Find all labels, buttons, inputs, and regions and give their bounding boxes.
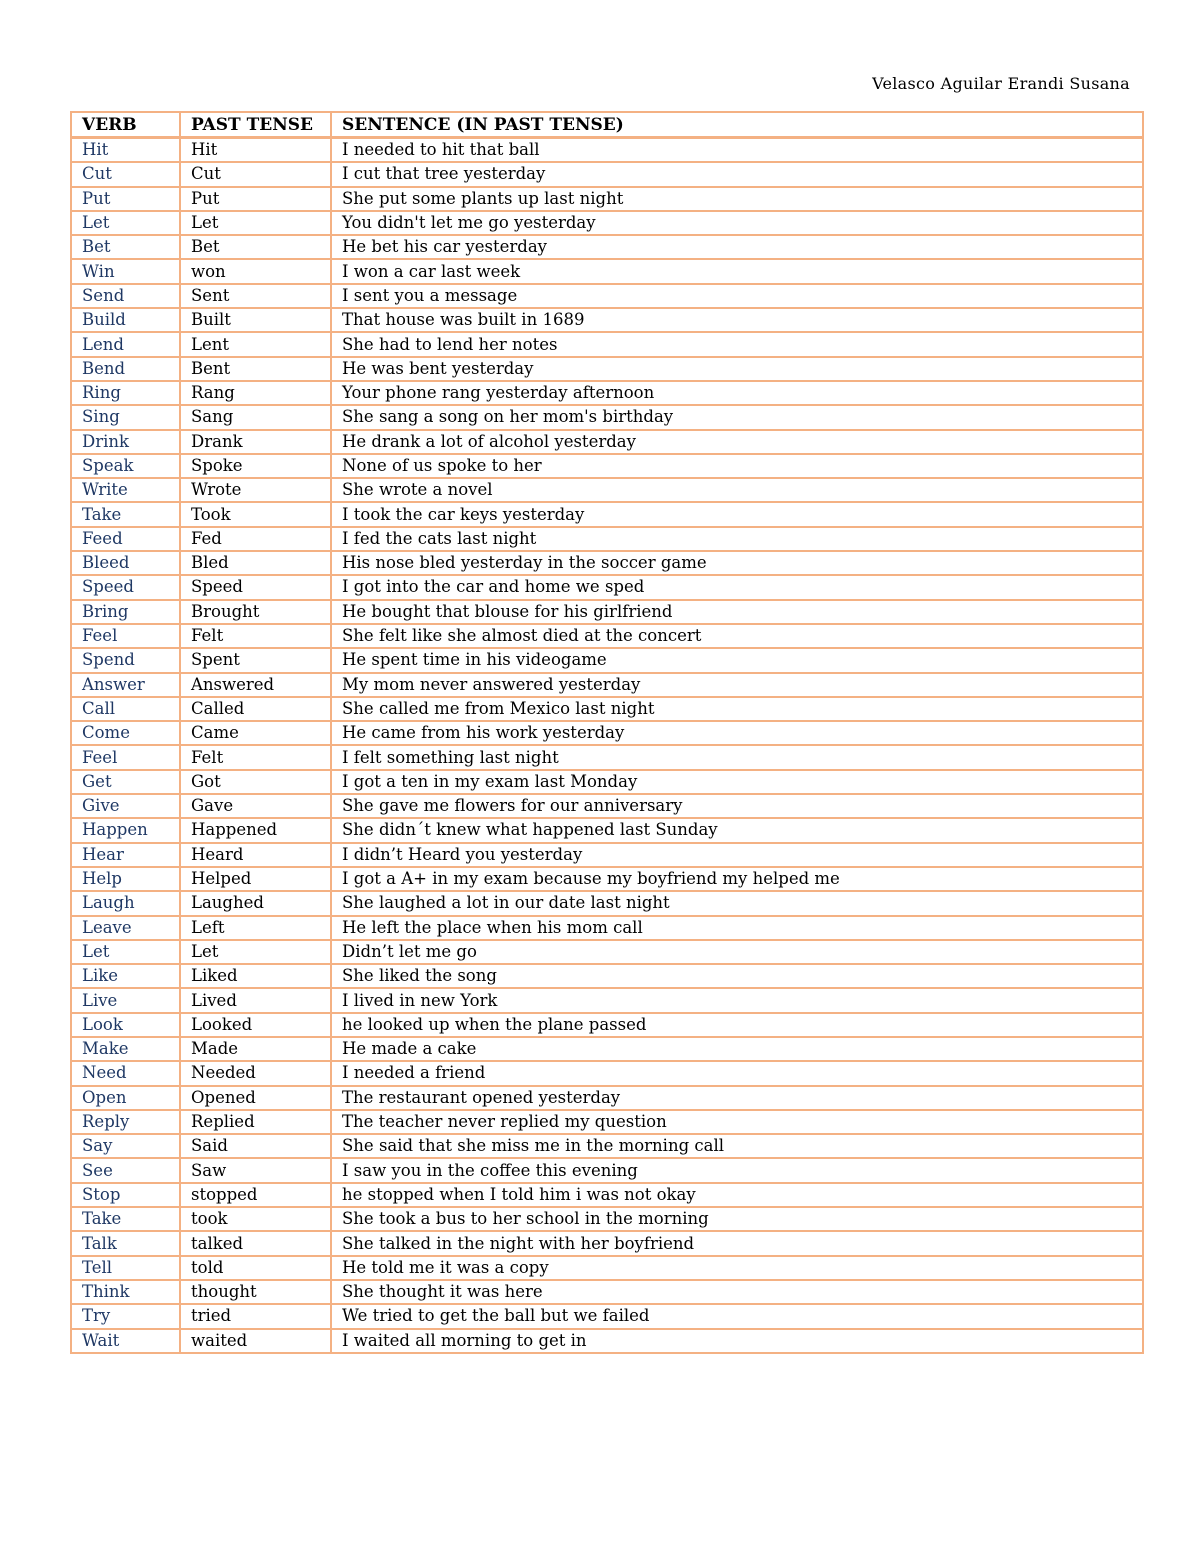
sentence-cell: My mom never answered yesterday <box>331 673 1143 697</box>
past-tense-cell: Wrote <box>180 478 331 502</box>
past-tense-cell: Looked <box>180 1013 331 1037</box>
sentence-cell: I waited all morning to get in <box>331 1329 1143 1353</box>
verb-cell: Write <box>71 478 180 502</box>
verb-cell: Give <box>71 794 180 818</box>
past-tense-cell: Came <box>180 721 331 745</box>
sentence-cell: I got a ten in my exam last Monday <box>331 770 1143 794</box>
verb-cell: Say <box>71 1134 180 1158</box>
past-tense-cell: Lived <box>180 988 331 1012</box>
past-tense-cell: Heard <box>180 843 331 867</box>
verb-cell: Feel <box>71 745 180 769</box>
past-tense-cell: Opened <box>180 1086 331 1110</box>
past-tense-cell: Liked <box>180 964 331 988</box>
sentence-cell: I fed the cats last night <box>331 527 1143 551</box>
table-row <box>71 502 1143 526</box>
table-row <box>71 721 1143 745</box>
verb-cell: Stop <box>71 1183 180 1207</box>
past-tense-cell: Sang <box>180 405 331 429</box>
verb-cell: Let <box>71 211 180 235</box>
verb-cell: Tell <box>71 1256 180 1280</box>
sentence-cell: He was bent yesterday <box>331 357 1143 381</box>
verb-cell: Look <box>71 1013 180 1037</box>
table-row <box>71 1037 1143 1061</box>
verb-cell: Try <box>71 1304 180 1328</box>
verb-cell: Like <box>71 964 180 988</box>
past-tense-cell: Bled <box>180 551 331 575</box>
past-tense-cell: Got <box>180 770 331 794</box>
sentence-cell: I sent you a message <box>331 284 1143 308</box>
past-tense-cell: Cut <box>180 162 331 186</box>
past-tense-cell: talked <box>180 1231 331 1255</box>
table-row <box>71 1256 1143 1280</box>
sentence-cell: I won a car last week <box>331 259 1143 283</box>
past-tense-cell: Helped <box>180 867 331 891</box>
verb-cell: Put <box>71 187 180 211</box>
verb-cell: Wait <box>71 1329 180 1353</box>
header-row <box>71 112 1143 138</box>
sentence-cell: I cut that tree yesterday <box>331 162 1143 186</box>
author-name: Velasco Aguilar Erandi Susana <box>872 74 1130 93</box>
sentence-cell: He bet his car yesterday <box>331 235 1143 259</box>
verb-cell: Let <box>71 940 180 964</box>
verb-cell: Think <box>71 1280 180 1304</box>
table-row <box>71 940 1143 964</box>
verb-cell: Build <box>71 308 180 332</box>
table-body <box>71 138 1143 1353</box>
sentence-cell: I took the car keys yesterday <box>331 502 1143 526</box>
sentence-cell: The teacher never replied my question <box>331 1110 1143 1134</box>
verb-cell: Speak <box>71 454 180 478</box>
table-row <box>71 211 1143 235</box>
past-tense-cell: waited <box>180 1329 331 1353</box>
table-row <box>71 891 1143 915</box>
verb-cell: Get <box>71 770 180 794</box>
verb-cell: Bring <box>71 600 180 624</box>
past-tense-cell: Brought <box>180 600 331 624</box>
sentence-cell: I needed to hit that ball <box>331 138 1143 163</box>
sentence-cell: We tried to get the ball but we failed <box>331 1304 1143 1328</box>
past-tense-cell: Rang <box>180 381 331 405</box>
table-row <box>71 478 1143 502</box>
verb-cell: Take <box>71 1207 180 1231</box>
past-tense-cell: took <box>180 1207 331 1231</box>
past-tense-cell: Felt <box>180 745 331 769</box>
sentence-cell: He came from his work yesterday <box>331 721 1143 745</box>
verb-cell: Talk <box>71 1231 180 1255</box>
sentence-cell: I saw you in the coffee this evening <box>331 1158 1143 1182</box>
sentence-cell: I got into the car and home we sped <box>331 575 1143 599</box>
verb-cell: Answer <box>71 673 180 697</box>
table-row <box>71 867 1143 891</box>
sentence-cell: I got a A+ in my exam because my boyfriend my helped me <box>331 867 1143 891</box>
table-row <box>71 284 1143 308</box>
past-tense-cell: Gave <box>180 794 331 818</box>
sentence-cell: You didn't let me go yesterday <box>331 211 1143 235</box>
past-tense-cell: Needed <box>180 1061 331 1085</box>
past-tense-cell: Fed <box>180 527 331 551</box>
table-row <box>71 575 1143 599</box>
header-sentence: SENTENCE (IN PAST TENSE) <box>331 112 1143 138</box>
table-row <box>71 843 1143 867</box>
verb-cell: Help <box>71 867 180 891</box>
table-row <box>71 162 1143 186</box>
verb-cell: Hit <box>71 138 180 163</box>
verb-cell: Open <box>71 1086 180 1110</box>
sentence-cell: She had to lend her notes <box>331 332 1143 356</box>
verb-cell: Sing <box>71 405 180 429</box>
sentence-cell: he looked up when the plane passed <box>331 1013 1143 1037</box>
past-tense-cell: Speed <box>180 575 331 599</box>
table-row <box>71 745 1143 769</box>
table-row <box>71 988 1143 1012</box>
table-row <box>71 1061 1143 1085</box>
sentence-cell: She laughed a lot in our date last night <box>331 891 1143 915</box>
sentence-cell: I didn’t Heard you yesterday <box>331 843 1143 867</box>
sentence-cell: She sang a song on her mom's birthday <box>331 405 1143 429</box>
header-verb: VERB <box>71 112 180 138</box>
verb-cell: Come <box>71 721 180 745</box>
sentence-cell: She gave me flowers for our anniversary <box>331 794 1143 818</box>
sentence-cell: Your phone rang yesterday afternoon <box>331 381 1143 405</box>
verb-cell: Feed <box>71 527 180 551</box>
past-tense-cell: Spoke <box>180 454 331 478</box>
sentence-cell: I felt something last night <box>331 745 1143 769</box>
sentence-cell: She put some plants up last night <box>331 187 1143 211</box>
table-row <box>71 770 1143 794</box>
past-tense-cell: Answered <box>180 673 331 697</box>
table-row <box>71 259 1143 283</box>
past-tense-cell: Spent <box>180 648 331 672</box>
table-row <box>71 551 1143 575</box>
table-row <box>71 1329 1143 1353</box>
table-row <box>71 235 1143 259</box>
table-row <box>71 308 1143 332</box>
table-row <box>71 138 1143 163</box>
verb-cell: Happen <box>71 818 180 842</box>
past-tense-cell: Sent <box>180 284 331 308</box>
past-tense-cell: thought <box>180 1280 331 1304</box>
table-row <box>71 600 1143 624</box>
table-row <box>71 1231 1143 1255</box>
sentence-cell: He spent time in his videogame <box>331 648 1143 672</box>
verb-cell: Bend <box>71 357 180 381</box>
past-tense-cell: Put <box>180 187 331 211</box>
sentence-cell: She said that she miss me in the morning call <box>331 1134 1143 1158</box>
past-tense-cell: Hit <box>180 138 331 163</box>
past-tense-cell: Bet <box>180 235 331 259</box>
sentence-cell: That house was built in 1689 <box>331 308 1143 332</box>
sentence-cell: She didn´t knew what happened last Sunday <box>331 818 1143 842</box>
verb-cell: Feel <box>71 624 180 648</box>
past-tense-cell: told <box>180 1256 331 1280</box>
sentence-cell: She called me from Mexico last night <box>331 697 1143 721</box>
verb-cell: Lend <box>71 332 180 356</box>
table-row <box>71 1304 1143 1328</box>
verb-cell: Drink <box>71 430 180 454</box>
sentence-cell: He made a cake <box>331 1037 1143 1061</box>
sentence-cell: I lived in new York <box>331 988 1143 1012</box>
table-row <box>71 187 1143 211</box>
verb-cell: Call <box>71 697 180 721</box>
past-tense-cell: Called <box>180 697 331 721</box>
sentence-cell: She liked the song <box>331 964 1143 988</box>
table-row <box>71 1158 1143 1182</box>
verb-cell: Win <box>71 259 180 283</box>
verb-cell: Send <box>71 284 180 308</box>
verb-cell: Need <box>71 1061 180 1085</box>
table-row <box>71 357 1143 381</box>
past-tense-cell: Built <box>180 308 331 332</box>
table-row <box>71 673 1143 697</box>
past-tense-cell: Said <box>180 1134 331 1158</box>
past-tense-cell: Bent <box>180 357 331 381</box>
verb-cell: Cut <box>71 162 180 186</box>
verb-cell: See <box>71 1158 180 1182</box>
table-row <box>71 1183 1143 1207</box>
table-row <box>71 648 1143 672</box>
verb-cell: Spend <box>71 648 180 672</box>
sentence-cell: She took a bus to her school in the morning <box>331 1207 1143 1231</box>
sentence-cell: She wrote a novel <box>331 478 1143 502</box>
verb-cell: Bet <box>71 235 180 259</box>
sentence-cell: He bought that blouse for his girlfriend <box>331 600 1143 624</box>
past-tense-cell: Left <box>180 916 331 940</box>
table-row <box>71 964 1143 988</box>
table-row <box>71 697 1143 721</box>
past-tense-cell: tried <box>180 1304 331 1328</box>
table-row <box>71 1110 1143 1134</box>
past-tense-cell: Felt <box>180 624 331 648</box>
past-tense-cell: Let <box>180 211 331 235</box>
sentence-cell: I needed a friend <box>331 1061 1143 1085</box>
past-tense-cell: stopped <box>180 1183 331 1207</box>
table-row <box>71 1086 1143 1110</box>
sentence-cell: He told me it was a copy <box>331 1256 1143 1280</box>
sentence-cell: None of us spoke to her <box>331 454 1143 478</box>
past-tense-cell: Drank <box>180 430 331 454</box>
verb-cell: Make <box>71 1037 180 1061</box>
verb-cell: Speed <box>71 575 180 599</box>
table-row <box>71 1207 1143 1231</box>
verb-cell: Live <box>71 988 180 1012</box>
table-row <box>71 332 1143 356</box>
past-tense-cell: Took <box>180 502 331 526</box>
sentence-cell: Didn’t let me go <box>331 940 1143 964</box>
past-tense-cell: Made <box>180 1037 331 1061</box>
table-row <box>71 381 1143 405</box>
table-row <box>71 818 1143 842</box>
past-tense-cell: Laughed <box>180 891 331 915</box>
table-row <box>71 1280 1143 1304</box>
verb-cell: Leave <box>71 916 180 940</box>
sentence-cell: She thought it was here <box>331 1280 1143 1304</box>
verbs-table <box>70 111 1144 1354</box>
table-row <box>71 624 1143 648</box>
sentence-cell: He left the place when his mom call <box>331 916 1143 940</box>
past-tense-cell: Saw <box>180 1158 331 1182</box>
header-past-tense: PAST TENSE <box>180 112 331 138</box>
table-row <box>71 916 1143 940</box>
sentence-cell: He drank a lot of alcohol yesterday <box>331 430 1143 454</box>
verb-cell: Laugh <box>71 891 180 915</box>
verb-cell: Take <box>71 502 180 526</box>
table-row <box>71 794 1143 818</box>
past-tense-cell: Happened <box>180 818 331 842</box>
past-tense-cell: Lent <box>180 332 331 356</box>
table-row <box>71 454 1143 478</box>
verb-cell: Ring <box>71 381 180 405</box>
past-tense-cell: Let <box>180 940 331 964</box>
sentence-cell: She felt like she almost died at the concert <box>331 624 1143 648</box>
past-tense-cell: won <box>180 259 331 283</box>
table-row <box>71 1013 1143 1037</box>
verb-cell: Reply <box>71 1110 180 1134</box>
sentence-cell: His nose bled yesterday in the soccer game <box>331 551 1143 575</box>
sentence-cell: The restaurant opened yesterday <box>331 1086 1143 1110</box>
sentence-cell: She talked in the night with her boyfriend <box>331 1231 1143 1255</box>
table-row <box>71 405 1143 429</box>
verb-cell: Bleed <box>71 551 180 575</box>
table-row <box>71 527 1143 551</box>
sentence-cell: he stopped when I told him i was not okay <box>331 1183 1143 1207</box>
past-tense-cell: Replied <box>180 1110 331 1134</box>
table-row <box>71 430 1143 454</box>
table-row <box>71 1134 1143 1158</box>
verb-cell: Hear <box>71 843 180 867</box>
